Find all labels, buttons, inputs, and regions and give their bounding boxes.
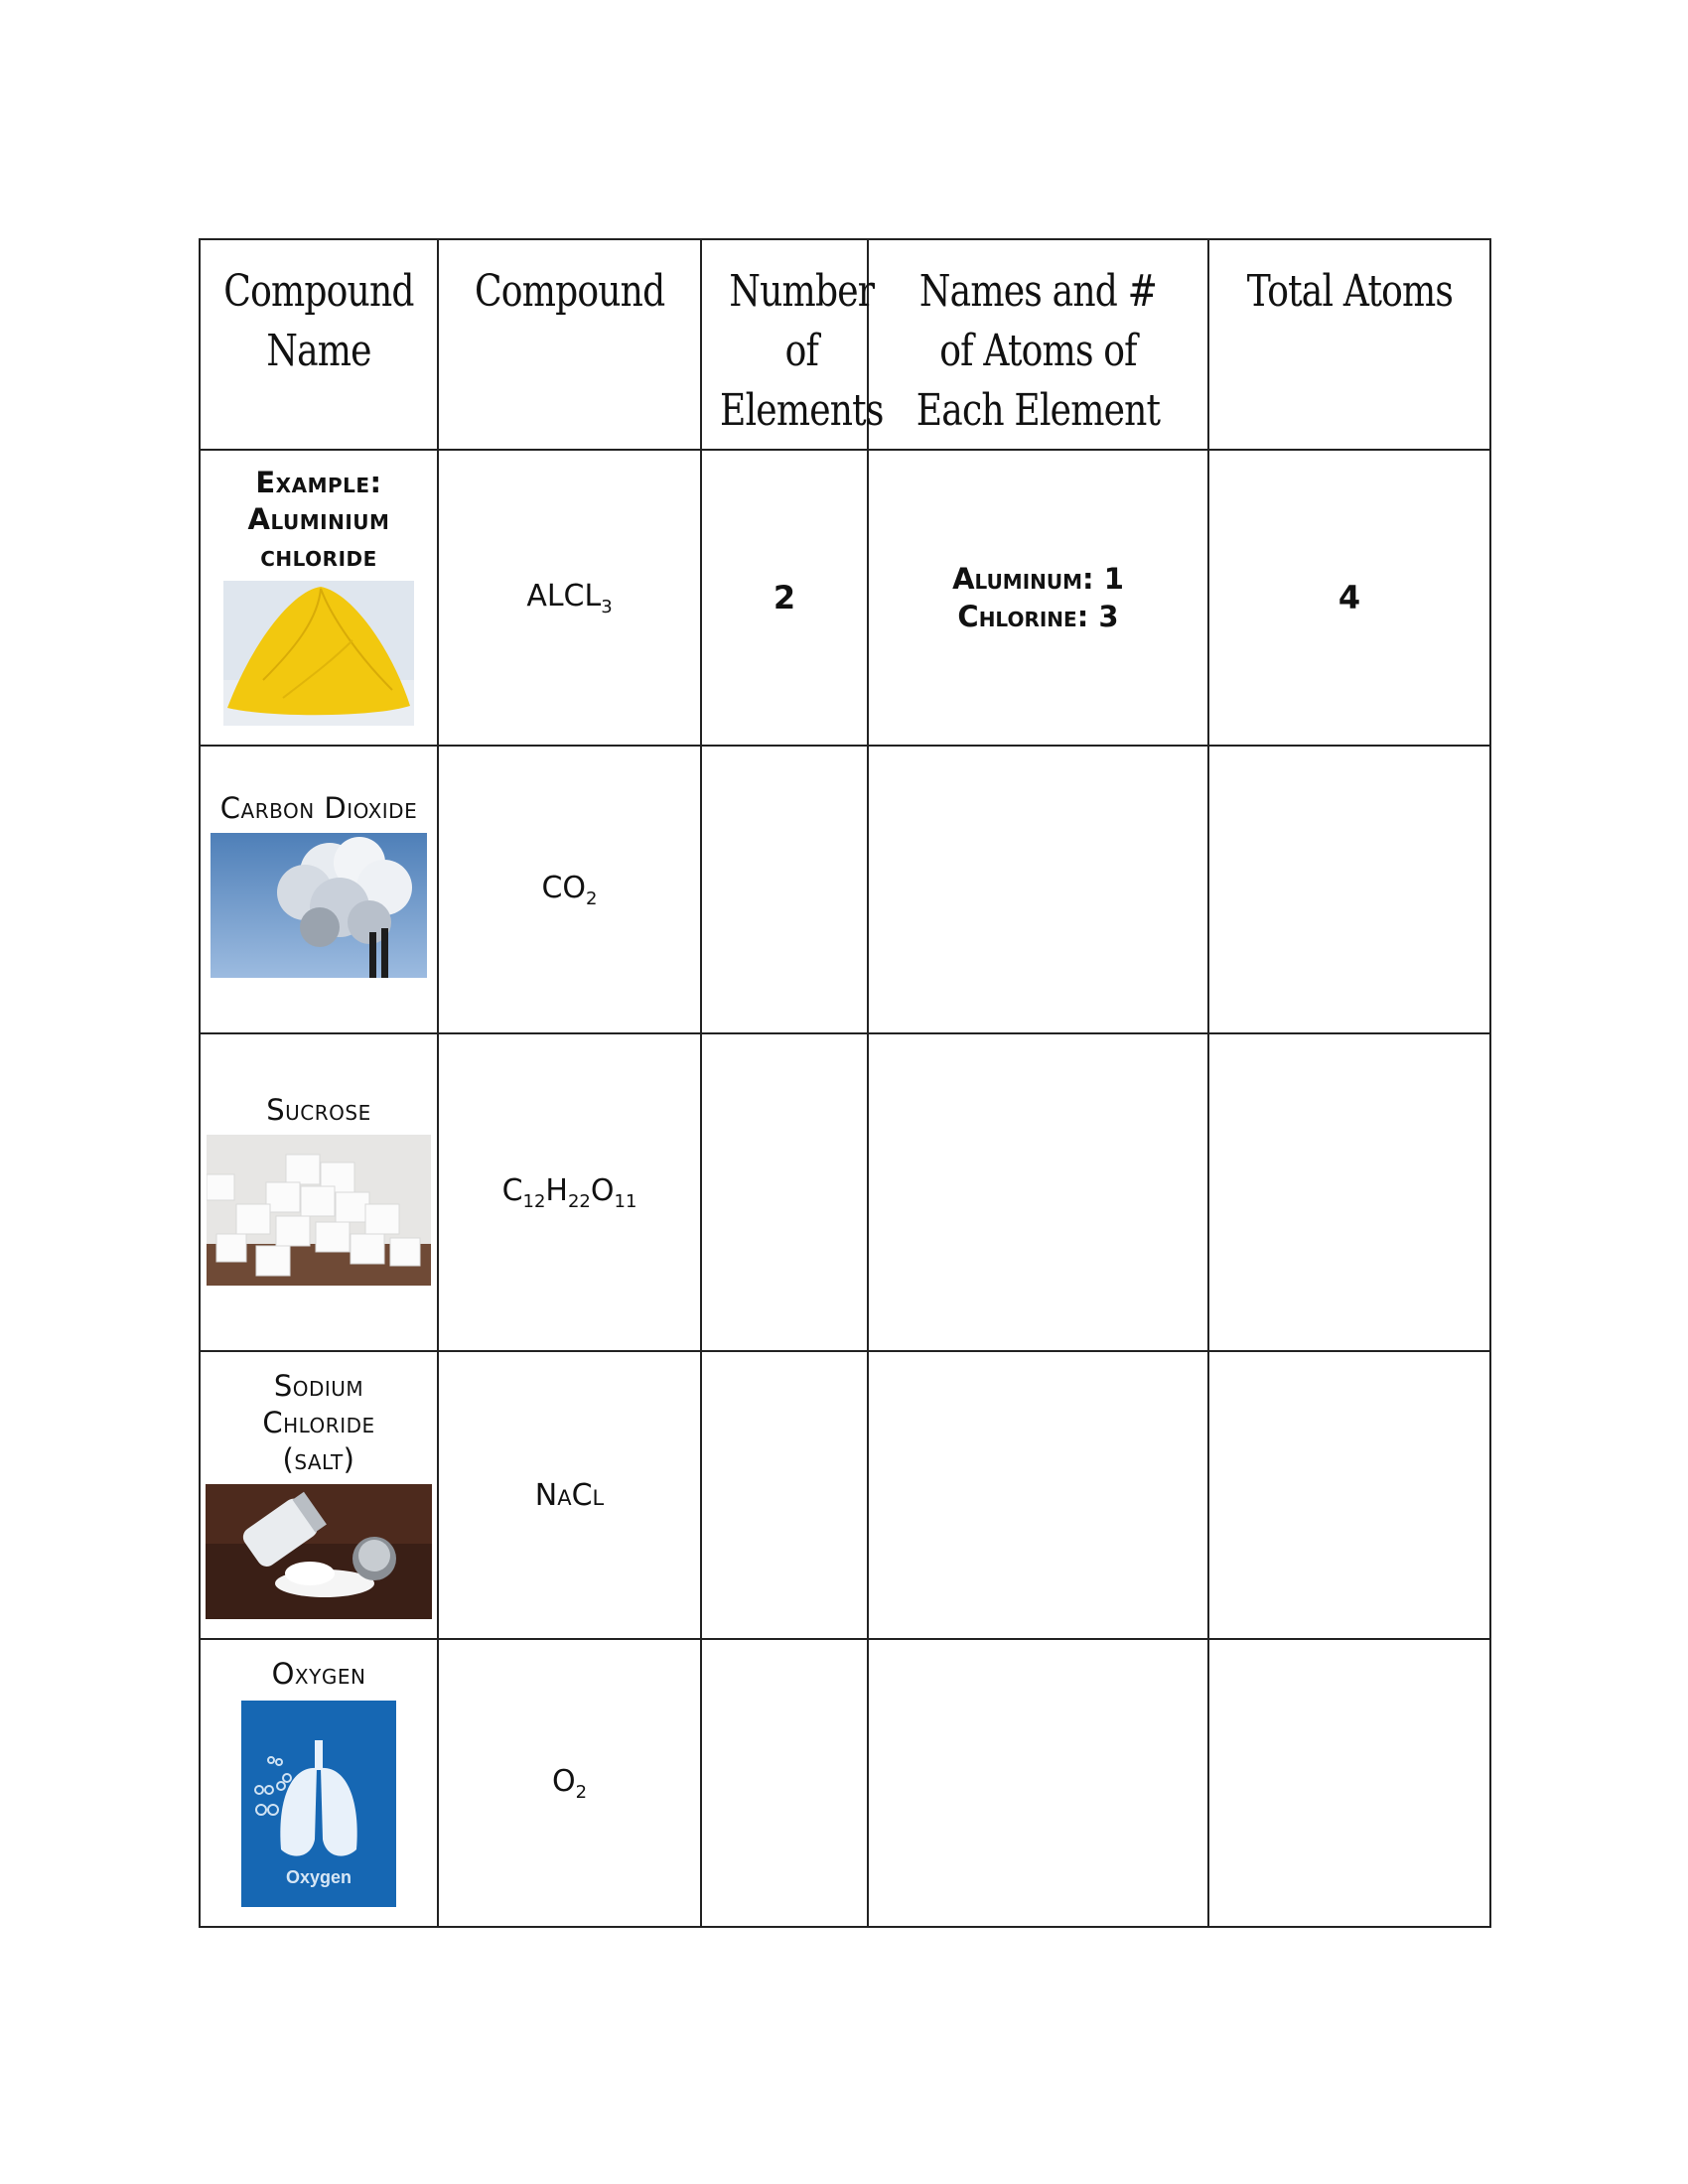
compound-name: Aluminium chloride — [247, 502, 390, 573]
header-compound: Compound — [438, 239, 701, 450]
number-of-elements-cell[interactable] — [701, 746, 868, 1033]
compound-name: Sucrose — [266, 1093, 371, 1127]
compound-name-cell — [200, 746, 438, 1033]
atoms-detail-cell — [868, 450, 1208, 746]
compound-name-line: Sodium — [273, 1369, 364, 1403]
total-atoms-cell[interactable] — [1208, 1639, 1490, 1927]
table-row — [200, 1639, 1490, 1927]
compound-name-line: (salt) — [282, 1442, 355, 1476]
table-row — [200, 746, 1490, 1033]
header-compound-name: Compound Name — [200, 239, 438, 450]
number-of-elements-cell — [701, 450, 868, 746]
compound-formula: NaCl — [534, 1477, 605, 1513]
header-row — [200, 239, 1490, 450]
spilled-salt-shaker-image — [206, 1484, 432, 1619]
total-atoms-cell — [1208, 450, 1490, 746]
total-atoms-cell[interactable] — [1208, 746, 1490, 1033]
header-total-atoms: Total Atoms — [1208, 239, 1490, 450]
total-atoms-cell[interactable] — [1208, 1033, 1490, 1351]
compound-worksheet-table — [199, 238, 1491, 1928]
compound-formula: $CO_2$ — [541, 870, 598, 909]
compound-name: Oxygen — [271, 1657, 366, 1691]
number-of-elements-cell[interactable] — [701, 1351, 868, 1639]
table-row — [200, 450, 1490, 746]
yellow-powder-pile-image — [223, 581, 414, 726]
header-names-and-atoms: Names and # of Atoms of Each Element — [868, 239, 1208, 450]
compound-name-cell — [200, 1033, 438, 1351]
oxygen-lungs-poster-image — [241, 1701, 396, 1907]
table-row — [200, 1033, 1490, 1351]
atoms-detail-cell[interactable] — [868, 1351, 1208, 1639]
compound-formula: $C_{12}H_{22}O_{11}$ — [501, 1172, 637, 1212]
formula-cell — [438, 1033, 701, 1351]
atoms-detail-cell[interactable] — [868, 1639, 1208, 1927]
number-of-elements-cell[interactable] — [701, 1639, 868, 1927]
compound-name-cell — [200, 1639, 438, 1927]
formula-cell — [438, 450, 701, 746]
sugar-cubes-image — [207, 1135, 431, 1286]
example-label: Example: — [255, 466, 382, 499]
compound-formula: $ALCL_3$ — [526, 578, 613, 617]
oxygen-caption: Oxygen — [285, 1867, 352, 1887]
table-row — [200, 1351, 1490, 1639]
header-number-of-elements: Number of Elements — [701, 239, 868, 450]
compound-name: Carbon Dioxide — [219, 791, 418, 825]
formula-cell — [438, 746, 701, 1033]
compound-name-line: Chloride — [262, 1406, 375, 1439]
atoms-line: Aluminum: 1 — [952, 562, 1124, 596]
number-of-elements-cell[interactable] — [701, 1033, 868, 1351]
number-of-elements-value: 2 — [773, 579, 796, 616]
atoms-line: Chlorine: 3 — [957, 600, 1119, 633]
atoms-detail-cell[interactable] — [868, 746, 1208, 1033]
compound-formula: $O_2$ — [551, 1763, 588, 1803]
compound-name-cell — [200, 450, 438, 746]
formula-cell — [438, 1351, 701, 1639]
total-atoms-cell[interactable] — [1208, 1351, 1490, 1639]
total-atoms-value: 4 — [1337, 579, 1361, 616]
smokestack-emissions-image — [211, 833, 427, 978]
compound-name-cell — [200, 1351, 438, 1639]
formula-cell — [438, 1639, 701, 1927]
atoms-detail-cell[interactable] — [868, 1033, 1208, 1351]
